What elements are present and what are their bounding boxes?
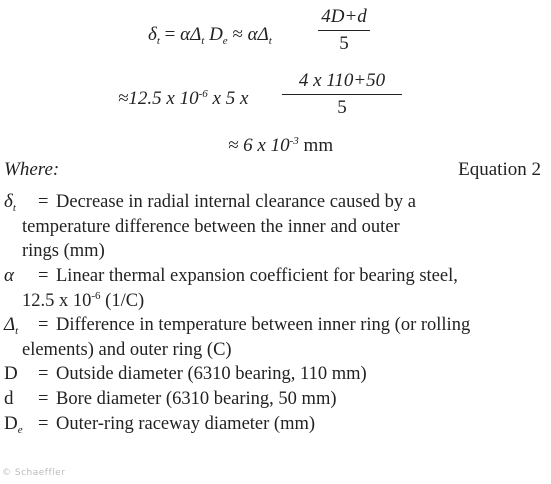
definition-symbol: D <box>4 363 18 384</box>
fraction-1-denominator: 5 <box>339 33 349 54</box>
definition-symbol: $\delta_t$ <box>4 191 16 214</box>
definition-alpha: α = Linear thermal expansion coefficient for bearing steel, 12.5 x $10^{-6}$ (1/C) <box>4 264 551 313</box>
equation-number-label: Equation 2 <box>458 159 541 180</box>
definition-text: temperature difference between the inner and outer <box>22 216 400 237</box>
definition-text: Decrease in radial internal clearance caused by a <box>56 192 417 212</box>
definition-symbol: α <box>4 265 14 286</box>
definition-text: Difference in temperature between inner ring (or rolling <box>56 315 471 335</box>
definition-text: Linear thermal expansion coefficient for bearing steel, <box>56 266 458 286</box>
watermark: © Schaeffler <box>2 468 66 478</box>
definition-text: elements) and outer ring (C) <box>22 339 232 360</box>
fraction-2-numerator: 4 x 110+50 <box>282 70 402 95</box>
definition-symbol: d <box>4 388 14 409</box>
delta-symbol: δ <box>148 24 157 45</box>
definition-delta-temp: $\Delta_t$ = Difference in temperature between inner ring (or rolling elements) and outer ring (C) <box>4 313 551 362</box>
definition-bore-diameter: d = Bore diameter (6310 bearing, 50 mm) <box>4 387 551 412</box>
equation-line-1: $\delta_t = \alpha\Delta_t$ $D_e \approx \alpha\Delta_t$ <box>148 24 272 47</box>
definition-text: Outside diameter (6310 bearing, 110 mm) <box>56 364 367 384</box>
definition-text: rings (mm) <box>22 241 105 261</box>
equation-line-2: ≈12.5 x $10^{-6}$ x 5 x <box>118 88 249 109</box>
definition-text: 12.5 x $10^{-6}$ (1/C) <box>22 289 145 311</box>
fraction-2-denominator: 5 <box>337 97 347 118</box>
fraction-1 <box>318 6 370 55</box>
definition-symbol: $D_e$ <box>4 413 23 436</box>
definition-text: Outer-ring raceway diameter (mm) <box>56 414 316 434</box>
definition-symbol: $\Delta_t$ <box>4 314 19 337</box>
definition-outside-diameter: D = Outside diameter (6310 bearing, 110 mm) <box>4 362 551 387</box>
fraction-1-numerator: 4D+d <box>318 6 370 31</box>
definition-raceway-diameter: $D_e$ = Outer-ring raceway diameter (mm) <box>4 412 551 437</box>
definitions-list <box>4 190 551 437</box>
definition-delta-t: $\delta_t$ = Decrease in radial internal clearance caused by a temperature difference between the inner and outer rings (mm) <box>4 190 551 264</box>
equation-line-3: ≈ 6 x $10^{-3}$ mm <box>228 135 334 156</box>
definition-text: Bore diameter (6310 bearing, 50 mm) <box>56 389 337 409</box>
where-label: Where: <box>4 159 60 180</box>
fraction-2 <box>282 70 402 119</box>
